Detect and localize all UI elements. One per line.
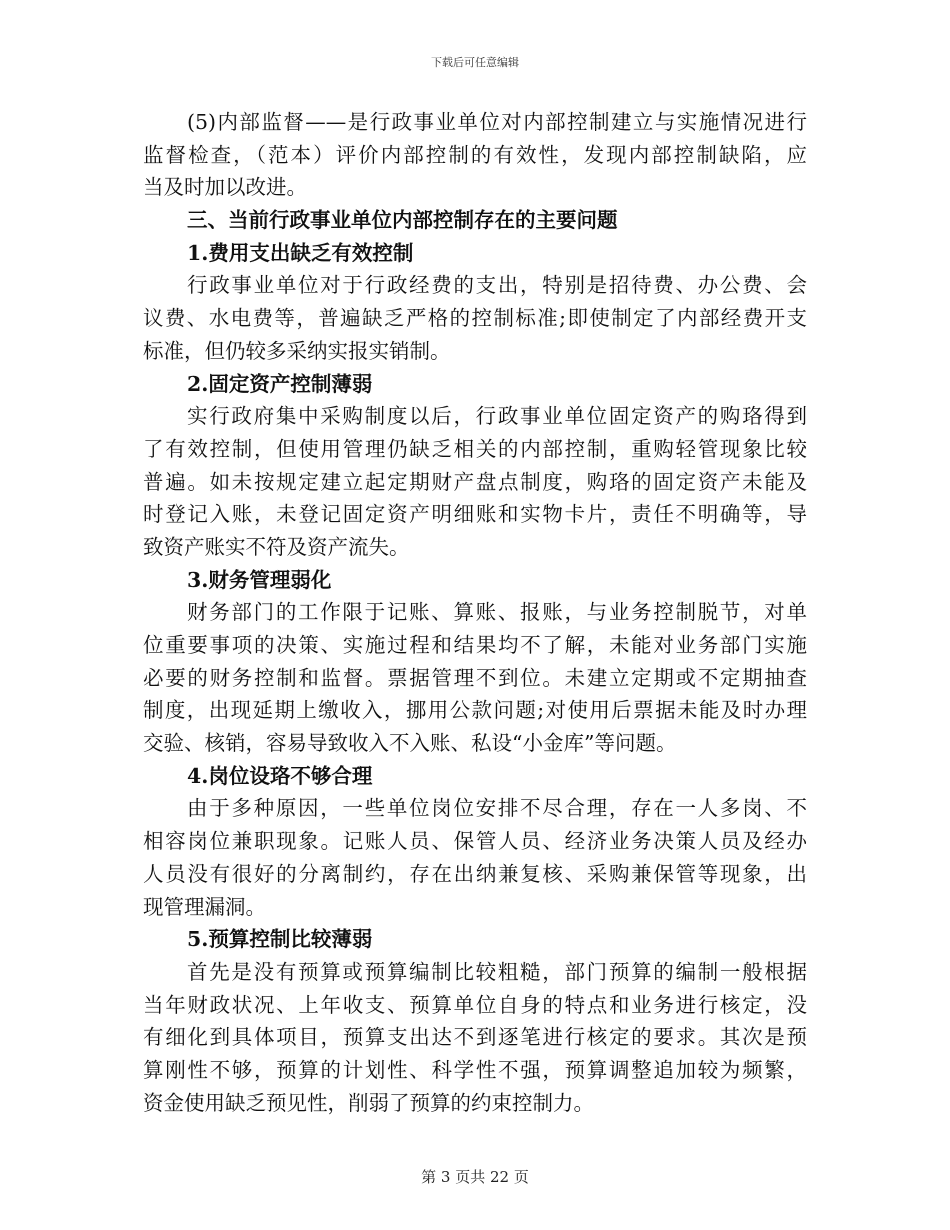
body-text-line: 议费、水电费等，普遍缺乏严格的控制标准;即使制定了内部经费开支 — [143, 306, 807, 331]
body-text-line: 现管理漏洞。 — [143, 894, 266, 919]
section-heading: 4.岗位设珞不够合理 — [187, 763, 373, 788]
document-body — [143, 106, 807, 1119]
page-footer: 第 3 页共 22 页 — [421, 1168, 529, 1186]
page-header: 下载后可任意编辑 — [431, 56, 519, 69]
body-text-line: 了有效控制，但使用管理仍缺乏相关的内部控制，重购轻管现象比较 — [143, 436, 807, 461]
body-text-line: 监督检查，（范本）评价内部控制的有效性，发现内部控制缺陷，应 — [143, 142, 807, 167]
body-text-line: 制度，出现延期上缴收入，挪用公款问题;对使用后票据未能及时办理 — [143, 698, 807, 723]
body-text-line: 普遍。如未按规定建立起定期财产盘点制度，购珞的固定资产未能及 — [143, 469, 807, 494]
body-text-line: (5)内部监督——是行政事业单位对内部控制建立与实施情况进行 — [187, 110, 807, 134]
body-text-line: 首先是没有预算或预算编制比较粗糙，部门预算的编制一般根据 — [187, 959, 807, 984]
body-text-line: 标准，但仍较多采纳实报实销制。 — [143, 338, 451, 363]
body-text-line: 相容岗位兼职现象。记账人员、保管人员、经济业务决策人员及经办 — [143, 829, 807, 854]
body-text-line: 资金使用缺乏预见性，削弱了预算的约束控制力。 — [143, 1090, 594, 1115]
body-text-line: 财务部门的工作限于记账、算账、报账，与业务控制脱节，对单 — [187, 600, 807, 625]
body-text-line: 当年财政状况、上年收支、预算单位自身的特点和业务进行核定，没 — [143, 992, 807, 1017]
section-heading: 1.费用支出缺乏有效控制 — [187, 240, 414, 265]
body-text-line: 行政事业单位对于行政经费的支出，特别是招待费、办公费、会 — [187, 273, 807, 298]
section-heading: 2.固定资产控制薄弱 — [187, 371, 373, 396]
body-text-line: 位重要事项的决策、实施过程和结果均不了解，未能对业务部门实施 — [143, 633, 807, 657]
body-text-line: 算刚性不够，预算的计划性、科学性不强，预算调整追加较为频繁， — [143, 1057, 807, 1082]
body-text-line: 必要的财务控制和监督。票据管理不到位。未建立定期或不定期抽查 — [143, 665, 807, 690]
body-text-line: 有细化到具体项目，预算支出达不到逐笔进行核定的要求。其次是预 — [143, 1025, 807, 1050]
body-text-line: 当及时加以改进。 — [143, 175, 307, 200]
section-heading: 3.财务管理弱化 — [187, 567, 332, 592]
body-text-line: 由于多种原因，一些单位岗位安排不尽合理，存在一人多岗、不 — [187, 796, 807, 821]
body-text-line: 时登记入账，未登记固定资产明细账和实物卡片，责任不明确等，导 — [143, 502, 807, 527]
section-heading: 5.预算控制比较薄弱 — [187, 927, 373, 952]
body-text-line: 实行政府集中采购制度以后，行政事业单位固定资产的购珞得到 — [187, 404, 807, 429]
body-text-line: 交验、核销，容易导致收入不入账、私设“小金库”等问题。 — [143, 731, 677, 756]
body-text-line: 致资产账实不符及资产流失。 — [143, 534, 410, 559]
body-text-line: 人员没有很好的分离制约，存在出纳兼复核、采购兼保管等现象，出 — [143, 861, 807, 886]
section-heading: 三、当前行政事业单位内部控制存在的主要问题 — [187, 208, 618, 233]
